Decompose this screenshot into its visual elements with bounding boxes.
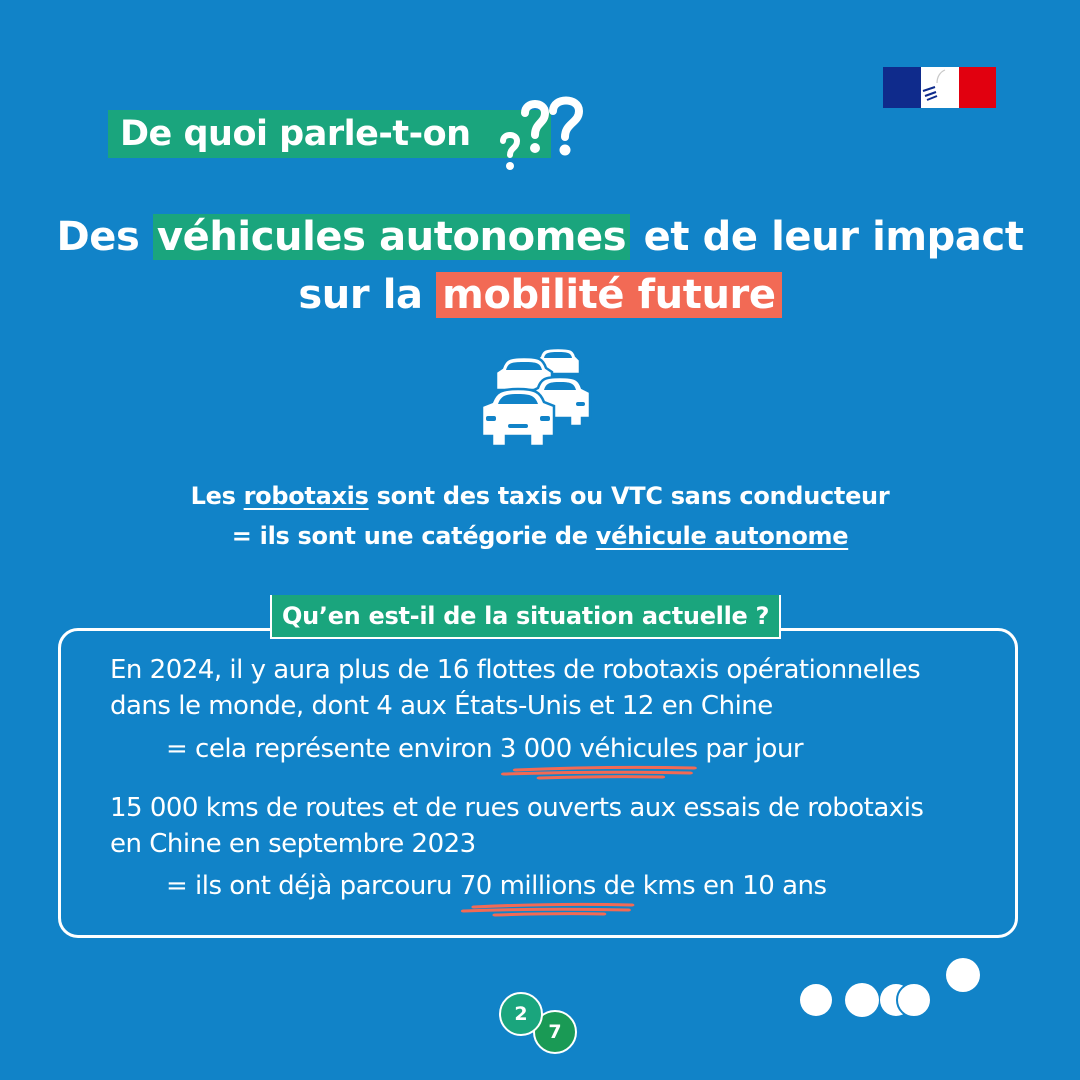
title-line1-before: Des: [56, 214, 140, 260]
fact1-result-before: = cela représente environ: [166, 734, 493, 764]
fact1-mark-text: 3 000 véhicules: [499, 734, 698, 764]
title-line2-before: sur la: [298, 272, 423, 318]
title-highlight-green: véhicules autonomes: [153, 214, 630, 260]
title-line1-after: et de leur impact: [643, 214, 1024, 260]
title-highlight-coral: mobilité future: [436, 272, 781, 318]
pager-current-text: 2: [514, 1003, 528, 1025]
page-title: [0, 208, 1080, 324]
section-kicker: [108, 110, 551, 158]
fact2-line2: en Chine en septembre 2023: [110, 829, 476, 859]
fact1-line1: En 2024, il y aura plus de 16 flottes de robotaxis opérationnelles: [110, 655, 921, 685]
question-marks-icon: [495, 93, 595, 178]
fact2-line1: 15 000 kms de routes et de rues ouverts aux essais de robotaxis: [110, 793, 924, 823]
lead-line2-before: = ils sont une catégorie de: [231, 522, 588, 550]
pager: [495, 990, 585, 1060]
kicker-label: De quoi parle-t-on: [120, 114, 471, 154]
fact1-line2: dans le monde, dont 4 aux États-Unis et 12 en Chine: [110, 691, 773, 721]
vehicule-autonome-link[interactable]: véhicule autonome: [595, 522, 849, 550]
fact1-result-after: par jour: [705, 734, 804, 764]
fact2-mark-text: 70 millions de: [459, 871, 636, 901]
fact2-result-before: = ils ont déjà parcouru: [166, 871, 452, 901]
fact-roads: [110, 790, 923, 862]
fact2-result-mark: [460, 868, 635, 904]
underline-swash: [500, 765, 698, 781]
lead-line1-after: sont des taxis ou VTC sans conducteur: [376, 482, 890, 510]
fact2-result-after: kms en 10 ans: [642, 871, 827, 901]
fact-roads-result: [166, 868, 827, 904]
lead-line1-before: Les: [190, 482, 236, 510]
fact1-result-mark: [500, 731, 698, 767]
robotaxis-link[interactable]: robotaxis: [243, 482, 369, 510]
marianne-logo: [883, 67, 996, 108]
fact-fleets: [110, 652, 920, 724]
lead-text: [0, 476, 1080, 556]
fact-fleets-result: [166, 731, 803, 767]
status-box-title: [270, 595, 781, 639]
pager-total-text: 7: [548, 1021, 562, 1043]
pager-current: [499, 992, 543, 1036]
dots-decoration-icon: [796, 955, 986, 1025]
cars-traffic-icon: [478, 346, 602, 448]
underline-swash: [460, 902, 635, 918]
status-box-title-text: Qu’en est-il de la situation actuelle ?: [282, 602, 770, 630]
